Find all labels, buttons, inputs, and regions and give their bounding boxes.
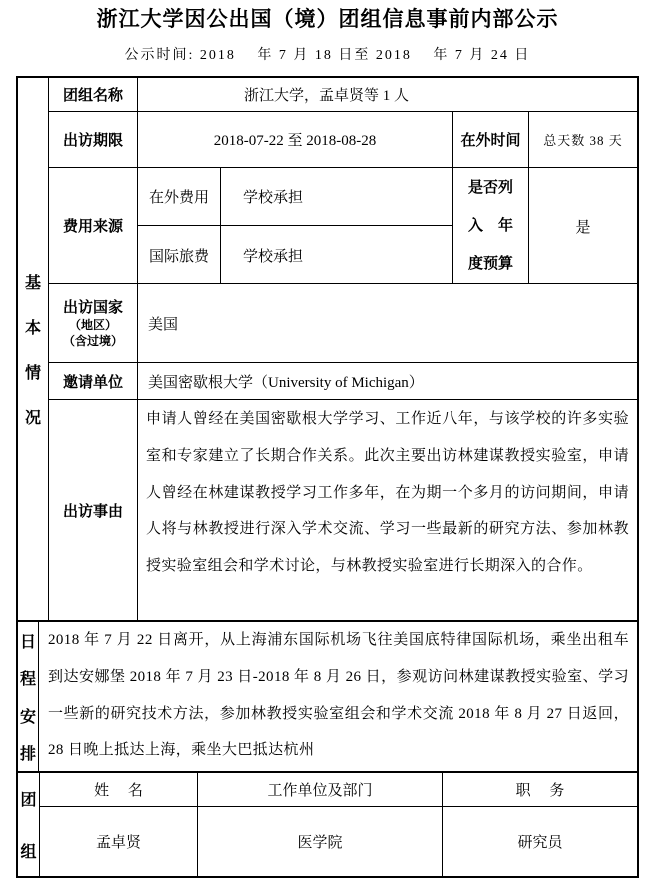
visit-country-value: 美国 bbox=[138, 284, 637, 363]
schedule-section-label bbox=[18, 622, 39, 771]
abroad-time-value: 总天数 38 天 bbox=[529, 112, 637, 168]
group-name-label: 团组名称 bbox=[49, 78, 138, 112]
vlabel-char: 本 bbox=[24, 320, 41, 337]
funding-rows bbox=[138, 168, 637, 284]
group-section bbox=[18, 773, 637, 876]
funding-travel-value: 学校承担 bbox=[221, 226, 453, 284]
group-name-value: 浙江大学，孟卓贤等 1 人 bbox=[138, 78, 637, 112]
vlabel-char: 情 bbox=[24, 365, 41, 382]
member-name-header: 姓 名 bbox=[40, 773, 198, 807]
vlabel-char: 况 bbox=[24, 410, 41, 427]
funding-abroad-label: 在外费用 bbox=[138, 168, 221, 226]
vlabel-char: 基 bbox=[24, 275, 41, 292]
page-title: 浙江大学因公出国（境）团组信息事前内部公示 bbox=[96, 8, 559, 31]
schedule-section bbox=[18, 622, 637, 773]
inviter-label: 邀请单位 bbox=[49, 363, 138, 400]
budget-label-line: 是否列 bbox=[467, 179, 513, 196]
group-section-label bbox=[18, 773, 40, 876]
visit-period-row bbox=[138, 112, 637, 168]
vlabel-char: 组 bbox=[20, 843, 37, 861]
country-label-sub: （含过境） bbox=[62, 333, 123, 348]
visit-country-label bbox=[49, 284, 138, 363]
basic-section-label bbox=[18, 78, 49, 620]
abroad-time-label: 在外时间 bbox=[453, 112, 529, 168]
visit-reason-label: 出访事由 bbox=[49, 400, 138, 620]
vlabel-char: 日 bbox=[19, 634, 36, 652]
schedule-text: 2018 年 7 月 22 日离开，从上海浦东国际机场飞往美国底特律国际机场，乘坐出租车到达安娜堡 2018 年 7 月 23 日-2018 年 8 月 26 日，参观访问林建谋教授实验室、学习一些新的研究技术方法，参加林教授实验室组会和学术交流 2018 年 8 月 27 日返回，28 日晚上抵达上海，乘坐大巴抵达杭州 bbox=[48, 632, 629, 759]
country-label-sub: （地区） bbox=[68, 317, 117, 332]
member-unit: 医学院 bbox=[198, 807, 443, 876]
member-name: 孟卓贤 bbox=[40, 807, 198, 876]
budget-label-line: 入 年 bbox=[467, 217, 513, 234]
basic-info-section bbox=[18, 78, 637, 622]
funding-source-label: 费用来源 bbox=[49, 168, 138, 284]
vlabel-char: 程 bbox=[19, 671, 36, 689]
budget-label-line: 度预算 bbox=[467, 255, 513, 272]
member-unit-header: 工作单位及部门 bbox=[198, 773, 443, 807]
visit-period-label: 出访期限 bbox=[49, 112, 138, 168]
member-title: 研究员 bbox=[517, 835, 563, 851]
vlabel-char: 排 bbox=[19, 745, 36, 763]
budget-included-label bbox=[453, 168, 529, 284]
publish-period: 公示时间: 2018 年 7 月 18 日至 2018 年 7 月 24 日 bbox=[124, 48, 531, 63]
funding-abroad-value: 学校承担 bbox=[221, 168, 453, 226]
member-title-header: 职 务 bbox=[443, 773, 637, 807]
funding-travel-label: 国际旅费 bbox=[138, 226, 221, 284]
visit-period-value: 2018-07-22 至 2018-08-28 bbox=[138, 112, 453, 168]
vlabel-char: 安 bbox=[19, 708, 36, 726]
budget-included-value: 是 bbox=[575, 219, 591, 236]
notice-table bbox=[16, 76, 639, 878]
vlabel-char: 团 bbox=[20, 792, 37, 810]
inviter-value: 美国密歇根大学（University of Michigan） bbox=[138, 363, 637, 400]
visit-reason-text: 申请人曾经在美国密歇根大学学习、工作近八年，与该学校的许多实验室和专家建立了长期合作关系。此次主要出访林建谋教授实验室，申请人曾经在林建谋教授学习工作多年，在为期一个多月的访问期间，申请人将与林教授进行深入学术交流、学习一些最新的研究方法、参加林教授实验室组会和学术讨论，与林教授实验室进行长期深入的合作。 bbox=[146, 411, 629, 575]
country-label-main: 出访国家 bbox=[62, 298, 123, 316]
